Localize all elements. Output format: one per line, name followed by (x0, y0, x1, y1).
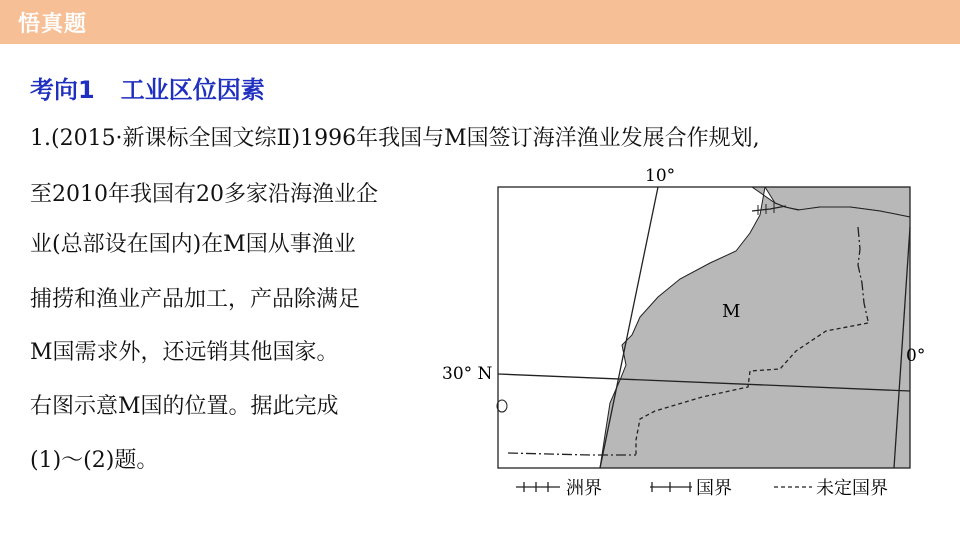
map-legend (516, 478, 888, 499)
question-line-2: 至2010年我国有20多家沿海渔业企 (30, 182, 378, 207)
question-line-3: 业(总部设在国内)在M国从事渔业 (30, 232, 356, 257)
label-lat-30n: 30° N (442, 364, 493, 384)
legend-continent-border: 洲界 (566, 478, 602, 499)
label-lon-0: 0° (906, 346, 926, 366)
question-line-1: 1.(2015·新课标全国文综Ⅱ)1996年我国与M国签订海洋渔业发展合作规划, (30, 126, 760, 151)
header-bar (0, 0, 960, 44)
map-figure (440, 165, 940, 505)
map-svg (440, 165, 940, 505)
section-title (30, 70, 265, 105)
label-lon-10: 10° (645, 166, 676, 186)
legend-national-border: 国界 (696, 478, 732, 499)
question-line-7: (1)～(2)题。 (30, 448, 159, 473)
question-line-5: M国需求外，还远销其他国家。 (30, 340, 339, 365)
header-title: 悟真题 (18, 12, 88, 37)
section-heading: 工业区位因素 (120, 76, 265, 104)
label-country-m: M (722, 301, 741, 322)
legend-continent-border-icon (516, 482, 560, 492)
legend-undetermined-border: 未定国界 (816, 478, 888, 499)
section-number: 考向1 (30, 76, 95, 104)
question-line-6: 右图示意M国的位置。据此完成 (30, 394, 339, 419)
legend-national-border-icon (650, 482, 692, 492)
question-line-4: 捕捞和渔业产品加工，产品除满足 (30, 287, 361, 312)
